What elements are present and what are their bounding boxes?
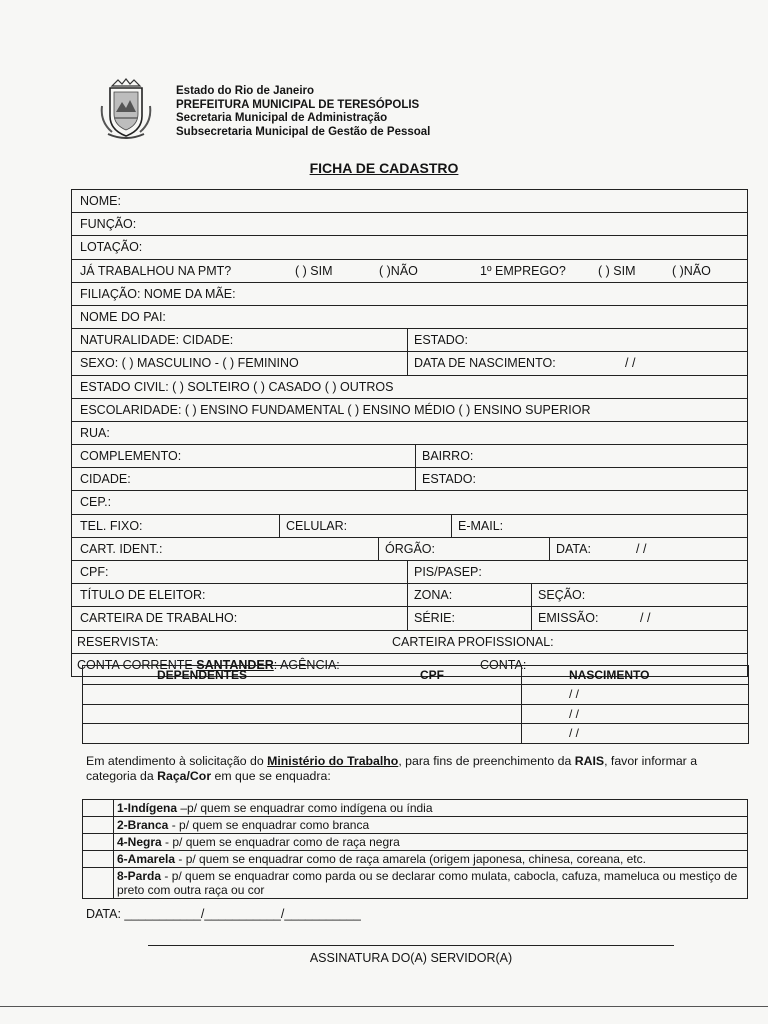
- row-titulo: [72, 584, 747, 607]
- col-nascimento: NASCIMENTO: [569, 668, 650, 682]
- emissao-field[interactable]: EMISSÃO:: [538, 611, 599, 626]
- row-escolaridade: [72, 399, 747, 422]
- race-checkbox[interactable]: [83, 851, 114, 867]
- sexo-options[interactable]: SEXO: ( ) MASCULINO - ( ) FEMININO: [80, 356, 299, 371]
- municipal-crest-icon: [98, 76, 154, 140]
- dependent-row[interactable]: [83, 724, 748, 742]
- conta-corrente-label: CONTA CORRENTE SANTANDER: AGÊNCIA:: [77, 657, 340, 672]
- titulo-eleitor-field[interactable]: TÍTULO DE ELEITOR:: [80, 588, 206, 603]
- signature-label: ASSINATURA DO(A) SERVIDOR(A): [309, 951, 513, 965]
- divider: [407, 561, 408, 583]
- divider: [549, 538, 550, 560]
- data-nascimento-field[interactable]: DATA DE NASCIMENTO:: [414, 356, 556, 371]
- ja-trabalhou-sim-checkbox[interactable]: ( ) SIM: [295, 263, 333, 278]
- email-field[interactable]: E-MAIL:: [458, 518, 504, 533]
- row-cidade: [72, 468, 747, 491]
- agencia-field[interactable]: : AGÊNCIA:: [273, 657, 340, 672]
- divider: [521, 685, 522, 703]
- race-option-branca[interactable]: 2-Branca - p/ quem se enquadrar como branca: [83, 817, 747, 834]
- row-filiacao: [72, 283, 747, 306]
- rua-field[interactable]: RUA:: [80, 425, 110, 440]
- divider: [521, 724, 522, 742]
- col-dependentes: DEPENDENTES: [157, 668, 248, 682]
- reservista-field[interactable]: RESERVISTA:: [77, 634, 159, 649]
- data-ident-slashes: / /: [636, 541, 647, 556]
- divider: [407, 584, 408, 606]
- row-sexo: [72, 352, 747, 375]
- divider: [531, 584, 532, 606]
- race-checkbox[interactable]: [83, 817, 114, 833]
- dependent-row[interactable]: [83, 705, 748, 724]
- serie-field[interactable]: SÉRIE:: [414, 611, 455, 626]
- row-complemento: [72, 445, 747, 468]
- nome-pai-field[interactable]: NOME DO PAI:: [80, 309, 166, 324]
- row-carteira-trabalho: [72, 607, 747, 630]
- emissao-slashes: / /: [640, 611, 651, 626]
- row-estado-civil: [72, 376, 747, 399]
- zona-field[interactable]: ZONA:: [414, 588, 453, 603]
- row-telefones: [72, 515, 747, 538]
- race-table: [82, 799, 748, 899]
- row-identidade: [72, 538, 747, 561]
- dependents-table: [82, 665, 749, 744]
- page-edge-rule: [0, 1006, 768, 1007]
- header-prefeitura: PREFEITURA MUNICIPAL DE TERESÓPOLIS: [176, 98, 420, 111]
- cpf-field[interactable]: CPF:: [80, 565, 109, 579]
- header-secretaria: Secretaria Municipal de Administração: [176, 112, 388, 124]
- row-naturalidade: [72, 329, 747, 352]
- bairro-field[interactable]: BAIRRO:: [422, 449, 474, 464]
- nome-mae-field[interactable]: FILIAÇÃO: NOME DA MÃE:: [80, 286, 236, 301]
- ja-trabalhou-nao-checkbox[interactable]: ( )NÃO: [379, 263, 418, 278]
- carteira-profissional-field[interactable]: CARTEIRA PROFISSIONAL:: [392, 634, 554, 649]
- divider: [378, 538, 379, 560]
- divider: [521, 666, 522, 684]
- divider: [415, 445, 416, 467]
- row-rua: [72, 422, 747, 445]
- row-cep: [72, 491, 747, 514]
- raca-label: Raça/Cor: [157, 769, 212, 783]
- row-nome-pai: [72, 306, 747, 329]
- row-cpf: [72, 561, 747, 584]
- race-checkbox[interactable]: [83, 834, 114, 850]
- celular-field[interactable]: CELULAR:: [286, 518, 348, 533]
- row-nome: [72, 190, 747, 213]
- dependent-birth-slashes: / /: [569, 706, 580, 721]
- data-ident-field[interactable]: DATA:: [556, 541, 591, 556]
- divider: [415, 468, 416, 490]
- complemento-field[interactable]: COMPLEMENTO:: [80, 449, 182, 464]
- header-state: Estado do Rio de Janeiro: [176, 85, 315, 97]
- race-option-amarela[interactable]: 6-Amarela - p/ quem se enquadrar como de raça amarela (origem japonesa, chinesa, coreana, etc.: [83, 851, 747, 868]
- cep-field[interactable]: CEP.:: [80, 495, 112, 510]
- dependents-header-row: [83, 666, 748, 685]
- lotacao-field[interactable]: LOTAÇÃO:: [80, 240, 143, 255]
- divider: [407, 352, 408, 374]
- col-cpf: CPF: [420, 668, 444, 682]
- header-subsecretaria: Subsecretaria Municipal de Gestão de Pessoal: [176, 125, 431, 138]
- row-reservista: [72, 631, 747, 654]
- primeiro-emprego-sim-checkbox[interactable]: ( ) SIM: [598, 263, 636, 278]
- cart-ident-field[interactable]: CART. IDENT.:: [80, 541, 163, 556]
- race-option-parda[interactable]: 8-Parda - p/ quem se enquadrar como parda ou se declarar como mulata, cabocla, cafuza, mameluca ou mestiço de preto com outra raça ou cor: [83, 868, 747, 898]
- rais-instructions: Em atendimento à solicitação do Ministério do Trabalho, para fins de preenchimento da RAIS, favor informar a categoria da Raça/Cor em que se enquadra:: [86, 754, 698, 783]
- cidade-field[interactable]: CIDADE:: [80, 472, 131, 487]
- divider: [531, 607, 532, 629]
- dependent-birth-slashes: / /: [569, 687, 580, 702]
- registration-grid: [71, 189, 748, 677]
- rais-label: RAIS: [574, 754, 605, 768]
- date-field[interactable]: DATA: ___________/___________/___________: [86, 907, 361, 921]
- secao-field[interactable]: SEÇÃO:: [538, 588, 586, 603]
- estado-field[interactable]: ESTADO:: [414, 333, 468, 348]
- orgao-field[interactable]: ÓRGÃO:: [385, 541, 436, 556]
- data-nascimento-slashes: / /: [625, 356, 636, 371]
- institution-header: [176, 85, 430, 139]
- row-ja-trabalhou: [72, 260, 747, 283]
- escolaridade-options[interactable]: ESCOLARIDADE: ( ) ENSINO FUNDAMENTAL ( ) ENSINO MÉDIO ( ) ENSINO SUPERIOR: [80, 402, 591, 417]
- primeiro-emprego-nao-checkbox[interactable]: ( )NÃO: [672, 263, 711, 278]
- divider: [407, 329, 408, 351]
- signature-line[interactable]: [148, 945, 674, 946]
- race-option-indigena[interactable]: 1-Indígena –p/ quem se enquadrar como indígena ou índia: [83, 800, 747, 817]
- carteira-trabalho-field[interactable]: CARTEIRA DE TRABALHO:: [80, 611, 238, 626]
- race-checkbox[interactable]: [83, 800, 114, 816]
- primeiro-emprego-label: 1º EMPREGO?: [480, 263, 566, 278]
- dependent-row[interactable]: [83, 685, 748, 704]
- form-title: FICHA DE CADASTRO: [309, 160, 459, 176]
- nome-field[interactable]: NOME:: [80, 194, 121, 208]
- divider: [451, 515, 452, 537]
- dependent-birth-slashes: / /: [569, 726, 580, 741]
- row-lotacao: [72, 236, 747, 259]
- ministerio-name: Ministério do Trabalho: [267, 754, 399, 768]
- divider: [521, 705, 522, 723]
- conta-field[interactable]: CONTA:: [480, 657, 527, 672]
- estado-civil-options[interactable]: ESTADO CIVIL: ( ) SOLTEIRO ( ) CASADO ( ) OUTROS: [80, 379, 394, 394]
- divider: [279, 515, 280, 537]
- ja-trabalhou-label: JÁ TRABALHOU NA PMT?: [80, 263, 232, 278]
- naturalidade-field[interactable]: NATURALIDADE: CIDADE:: [80, 333, 234, 348]
- race-option-negra[interactable]: 4-Negra - p/ quem se enquadrar como de raça negra: [83, 834, 747, 851]
- divider: [407, 607, 408, 629]
- estado2-field[interactable]: ESTADO:: [422, 472, 476, 487]
- tel-fixo-field[interactable]: TEL. FIXO:: [80, 518, 143, 533]
- funcao-field[interactable]: FUNÇÃO:: [80, 217, 137, 232]
- bank-name: SANTANDER: [196, 657, 274, 672]
- race-checkbox[interactable]: [83, 868, 114, 898]
- row-funcao: [72, 213, 747, 236]
- pis-pasep-field[interactable]: PIS/PASEP:: [414, 565, 482, 579]
